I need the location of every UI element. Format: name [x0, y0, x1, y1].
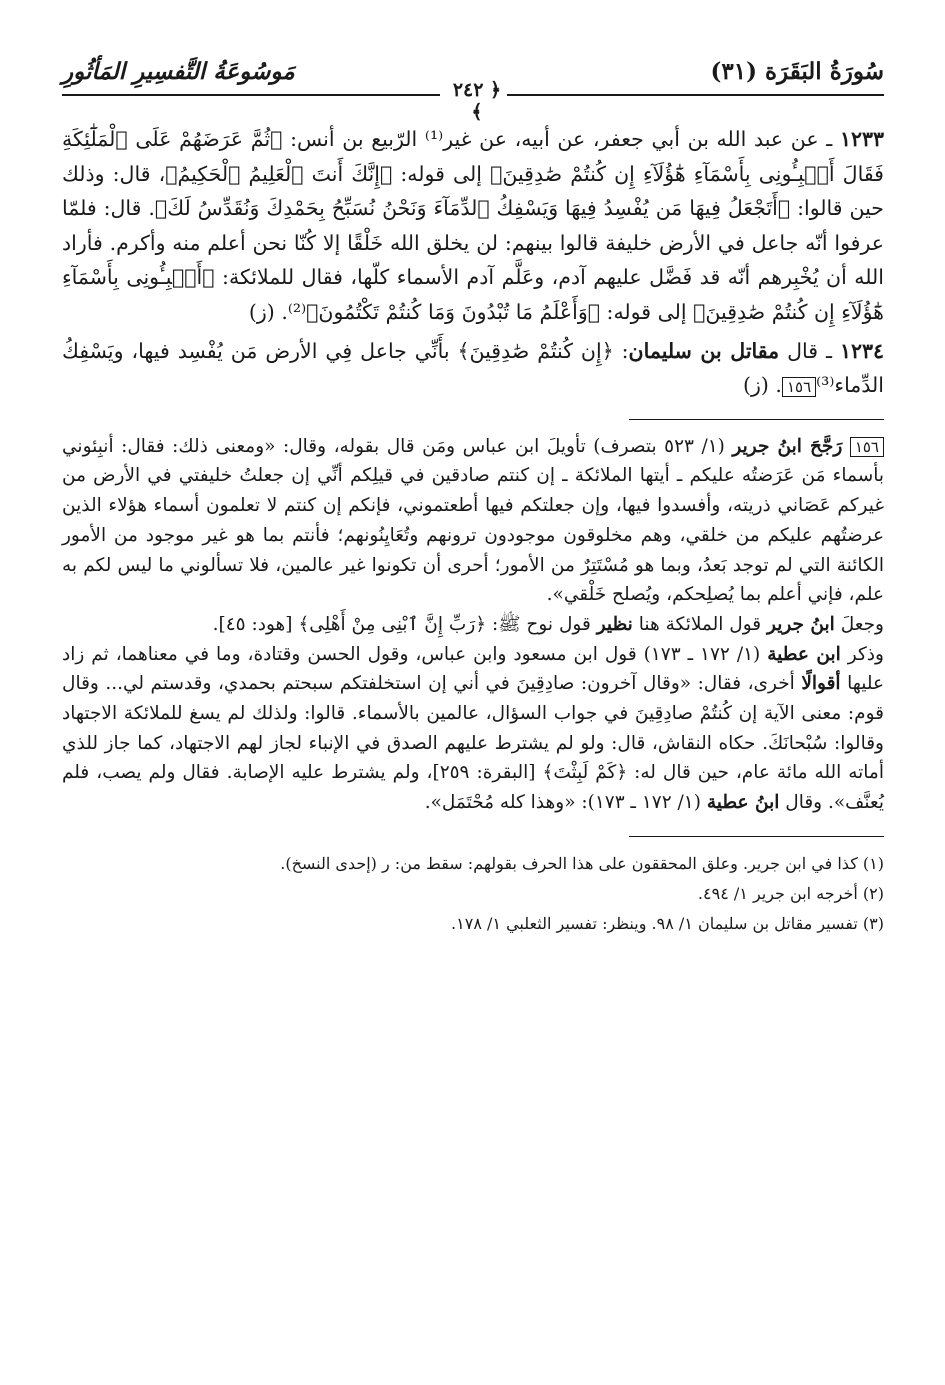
- text: أخرى، فقال: «وقال آخرون: صادِقِينَ في أني إن استخلفتكم سبحتم بحمدي، وقدستم لي... وقال قوم: معنى الآية إن كُنتُمْ صادِقِينَ في جواب السؤال، عالمين بالأسماء. قالوا: ولذلك لم يسغ للملائكة الاجتهاد وقالوا: سُبْحانَكَ. حكاه النقاش، قال: ولو لم يشترط عليهم الصدق في الإنباء لجاز لهم الاجتهاد، كما جاز للذي أماته الله مائة عام، حين قال له: ﴿كَمْ لَبِثْتَ﴾ [البقرة: ٢٥٩]، ولم يشترط عليه الإصابة. فقال ولم يصب، فلم يُعنَّف». وقال: [62, 673, 884, 814]
- header-rule-right: [499, 94, 884, 96]
- entry-1234: [62, 334, 884, 403]
- entry-text: ـ عن عبد الله بن أبي جعفر، عن أبيه، عن غير⁽¹⁾ الرّبيع بن أنس: ﴿ثُمَّ عَرَضَهُمْ عَلَى ٱلْمَلَٰٓئِكَةِ فَقَالَ أَنۢبِـُٔونِى بِأَسْمَآءِ هَٰٓؤُلَآءِ إِن كُنتُمْ صَٰدِقِينَ﴾ إلى قوله: ﴿إِنَّكَ أَنتَ ٱلْعَلِيمُ ٱلْحَكِيمُ﴾، قال: وذلك حين قالوا: ﴿أَتَجْعَلُ فِيهَا مَن يُفْسِدُ فِيهَا وَيَسْفِكُ ٱلدِّمَآءَ وَنَحْنُ نُسَبِّحُ بِحَمْدِكَ وَنُقَدِّسُ لَكَ﴾. قال: فلمّا عرفوا أنّه جاعل في الأرض خليفة قالوا بينهم: لن يخلق الله خَلْقًا إلا كُنّا نحن أعلم منه وأكرم. فأراد الله أن يُخْبِرهم أنّه قد فَضَّل عليهم آدم، وعَلَّم آدم الأسماء كلّها، فقال للملائكة: ﴿أَنۢبِـُٔونِى بِأَسْمَآءِ هَٰٓؤُلَآءِ إِن كُنتُمْ صَٰدِقِينَ﴾ إلى قوله: ﴿وَأَعْلَمُ مَا تُبْدُونَ وَمَا كُنتُمْ تَكْتُمُونَ﴾⁽²⁾. (ز): [62, 127, 884, 324]
- commentary-para-3: [62, 640, 884, 818]
- entry-intro: ـ قال: [787, 338, 832, 363]
- surah-header: سُورَةُ البَقَرَة (٣١): [710, 58, 884, 85]
- header-rule-left: [62, 94, 440, 96]
- entry-1233: [62, 122, 884, 330]
- text: وذكر: [847, 643, 884, 665]
- text: (١/ ١٧٢ ـ ١٧٣) قول ابن مسعود وابن عباس، وقول الحسن وقتادة، وما في معناهما، ثم زاد عليها: [62, 643, 885, 695]
- separator-line: [629, 836, 884, 837]
- commentary-author: ابن عطية: [767, 643, 841, 665]
- bold-term: نظير: [596, 613, 633, 635]
- text: قول الملائكة هنا: [638, 613, 762, 635]
- text: قول نوح ﷺ: ﴿رَبِّ إِنَّ ٱبْنِى مِنْ أَهْلِى﴾ [هود: ٤٥].: [212, 613, 591, 635]
- commentary-number-box: ١٥٦: [850, 437, 884, 457]
- text: وجعلَ: [840, 613, 884, 635]
- page-number: ﴿ ٢٤٢ ﴾: [447, 79, 507, 123]
- footnote-3: (٣) تفسير مقاتل بن سليمان ١/ ٩٨. وينظر: تفسير الثعلبي ١/ ١٧٨.: [451, 913, 884, 933]
- entry-tail: . (ز): [743, 373, 782, 398]
- footnotes: [62, 849, 884, 939]
- separator-line: [629, 419, 884, 420]
- entry-text: : ﴿إِن كُنتُمْ صَٰدِقِينَ﴾ بأَنِّي جاعل فِي الأرض مَن يُفْسِد فيها، ويَسْفِكُ الدِّماء⁽³⁾: [62, 338, 884, 398]
- main-text: [62, 122, 884, 403]
- footnote-2: (٢) أخرجه ابن جرير ١/ ٤٩٤.: [697, 883, 884, 903]
- entry-number: ١٢٣٤: [839, 338, 884, 363]
- commentary-ref-box[interactable]: ١٥٦: [782, 377, 816, 397]
- commentary-author: ابنُ عطية: [706, 792, 780, 814]
- commentary-author: رَجَّحَ ابنُ جرير: [732, 435, 843, 457]
- commentary-text: (١/ ٥٢٣ بتصرف) تأويلَ ابن عباس ومَن قال بقوله، وقال: «ومعنى ذلك: فقال: أنبِئوني بأسماء مَن عَرَضتُه عليكم ـ أيتها الملائكة ـ إن كنتم صادقين في قيلِكم أنِّي إن جعلتُ خليفتي في الأرض من غيركم عَصَاني ذريته، وأفسدوا فيها، وإن جعلتكم فيها أطعتموني، فإنكم إن كنتم لا تعلمون أسماء هؤلاء الذين عرضتُهم عليكم من خلقي، وهم مخلوقون موجودون ترونهم وتُعَايِنُونهم؛ فأنتم بما هو غير موجود من الأمور الكائنة التي لم توجد بَعدُ، وبما هو مُسْتَتِرٌ من الأمور؛ أحرى أن تكونوا غير عالمين، فلا تسألوني ما ليس لكم به علم، فإني أعلم بما يُصلِحكم، ويُصلح خَلْقي».: [62, 435, 884, 606]
- commentary-author: ابنُ جرير: [766, 613, 835, 635]
- bold-term: أقوالًا: [801, 673, 841, 695]
- book-title: مَوسُوعَةُ التَّفسِيرِ المَأثُورِ: [62, 58, 295, 85]
- commentary: [62, 432, 884, 818]
- running-header: [62, 52, 884, 123]
- footnote-1: (١) كذا في ابن جرير. وعلق المحققون على هذا الحرف بقولهم: سقط من: ر (إحدى النسخ).: [280, 853, 884, 873]
- commentary-para-1: [62, 432, 884, 610]
- text: (١/ ١٧٢ ـ ١٧٣): «وهذا كله مُحْتَمَل».: [424, 792, 701, 814]
- entry-number: ١٢٣٣: [839, 127, 884, 151]
- entry-author: مقاتل بن سليمان: [628, 338, 780, 363]
- commentary-para-2: [62, 610, 884, 640]
- page: [62, 52, 884, 939]
